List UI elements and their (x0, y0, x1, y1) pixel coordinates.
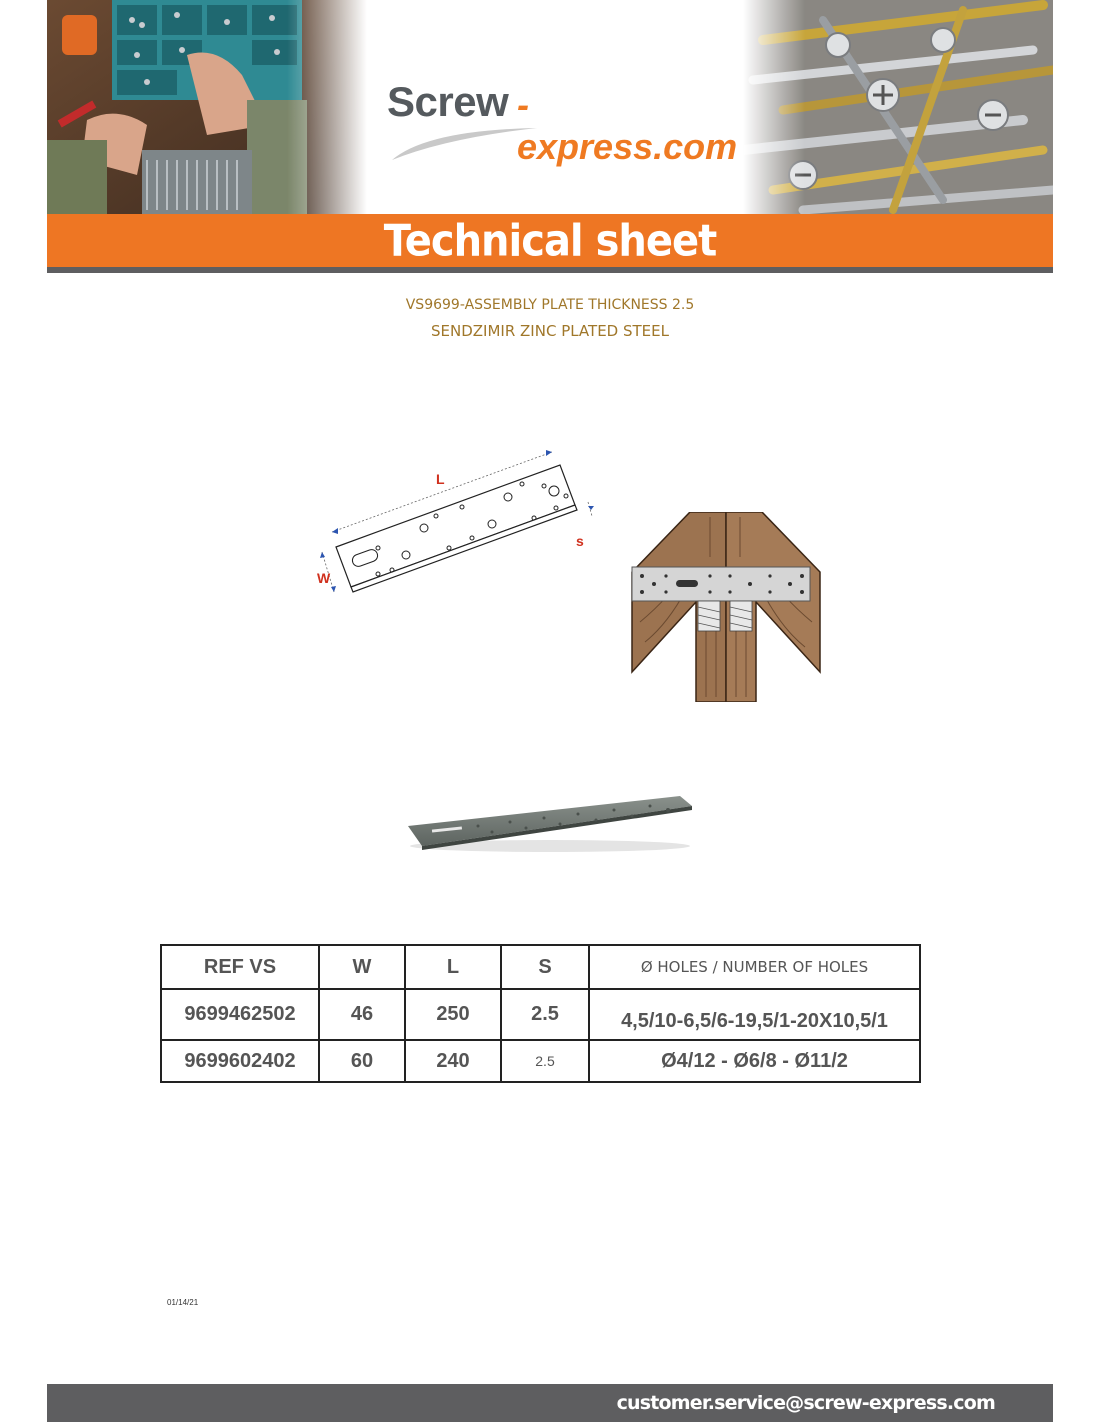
product-material: SENDZIMIR ZINC PLATED STEEL (431, 322, 669, 340)
header-thickness: S (501, 945, 589, 989)
cell-length: 250 (405, 989, 501, 1040)
length-label: L (436, 471, 445, 487)
usage-illustration (630, 512, 822, 702)
spec-table (160, 944, 921, 1083)
table-row (161, 989, 920, 1040)
logo-wordmark-screw: Screw (387, 78, 509, 125)
screws-photo (743, 0, 1053, 214)
cell-ref: 9699602402 (161, 1040, 319, 1082)
cell-width: 60 (319, 1040, 405, 1082)
title-divider (47, 267, 1053, 273)
header-ref: REF VS (161, 945, 319, 989)
header-width: W (319, 945, 405, 989)
dimension-drawing (312, 440, 602, 610)
cell-holes: 4,5/10-6,5/6-19,5/1-20X10,5/1 (589, 989, 920, 1040)
header-banner (47, 0, 1053, 214)
table-header-row (161, 945, 920, 989)
footer-bar (47, 1384, 1053, 1422)
table-row (161, 1040, 920, 1082)
brand-logo[interactable] (387, 78, 747, 168)
cell-ref: 9699462502 (161, 989, 319, 1040)
logo-wordmark-express: -express.com (517, 84, 738, 167)
product-title: VS9699-ASSEMBLY PLATE THICKNESS 2.5 (405, 297, 695, 313)
title-bar (47, 214, 1053, 267)
cell-holes: Ø4/12 - Ø6/8 - Ø11/2 (589, 1040, 920, 1082)
product-photo (400, 790, 700, 860)
thickness-label: s (576, 533, 584, 549)
width-label: W (317, 570, 331, 586)
cell-width: 46 (319, 989, 405, 1040)
cell-thickness: 2.5 (501, 989, 589, 1040)
footer-email-link[interactable]: customer.service@screw-express.com (616, 1392, 995, 1414)
document-date: 01/14/21 (167, 1298, 199, 1307)
header-length: L (405, 945, 501, 989)
cell-thickness: 2.5 (501, 1040, 589, 1082)
cell-length: 240 (405, 1040, 501, 1082)
workbench-photo (47, 0, 367, 214)
header-holes: Ø HOLES / NUMBER OF HOLES (589, 945, 920, 989)
page-title: Technical sheet (383, 215, 717, 267)
logo-swoosh-icon (387, 126, 547, 162)
